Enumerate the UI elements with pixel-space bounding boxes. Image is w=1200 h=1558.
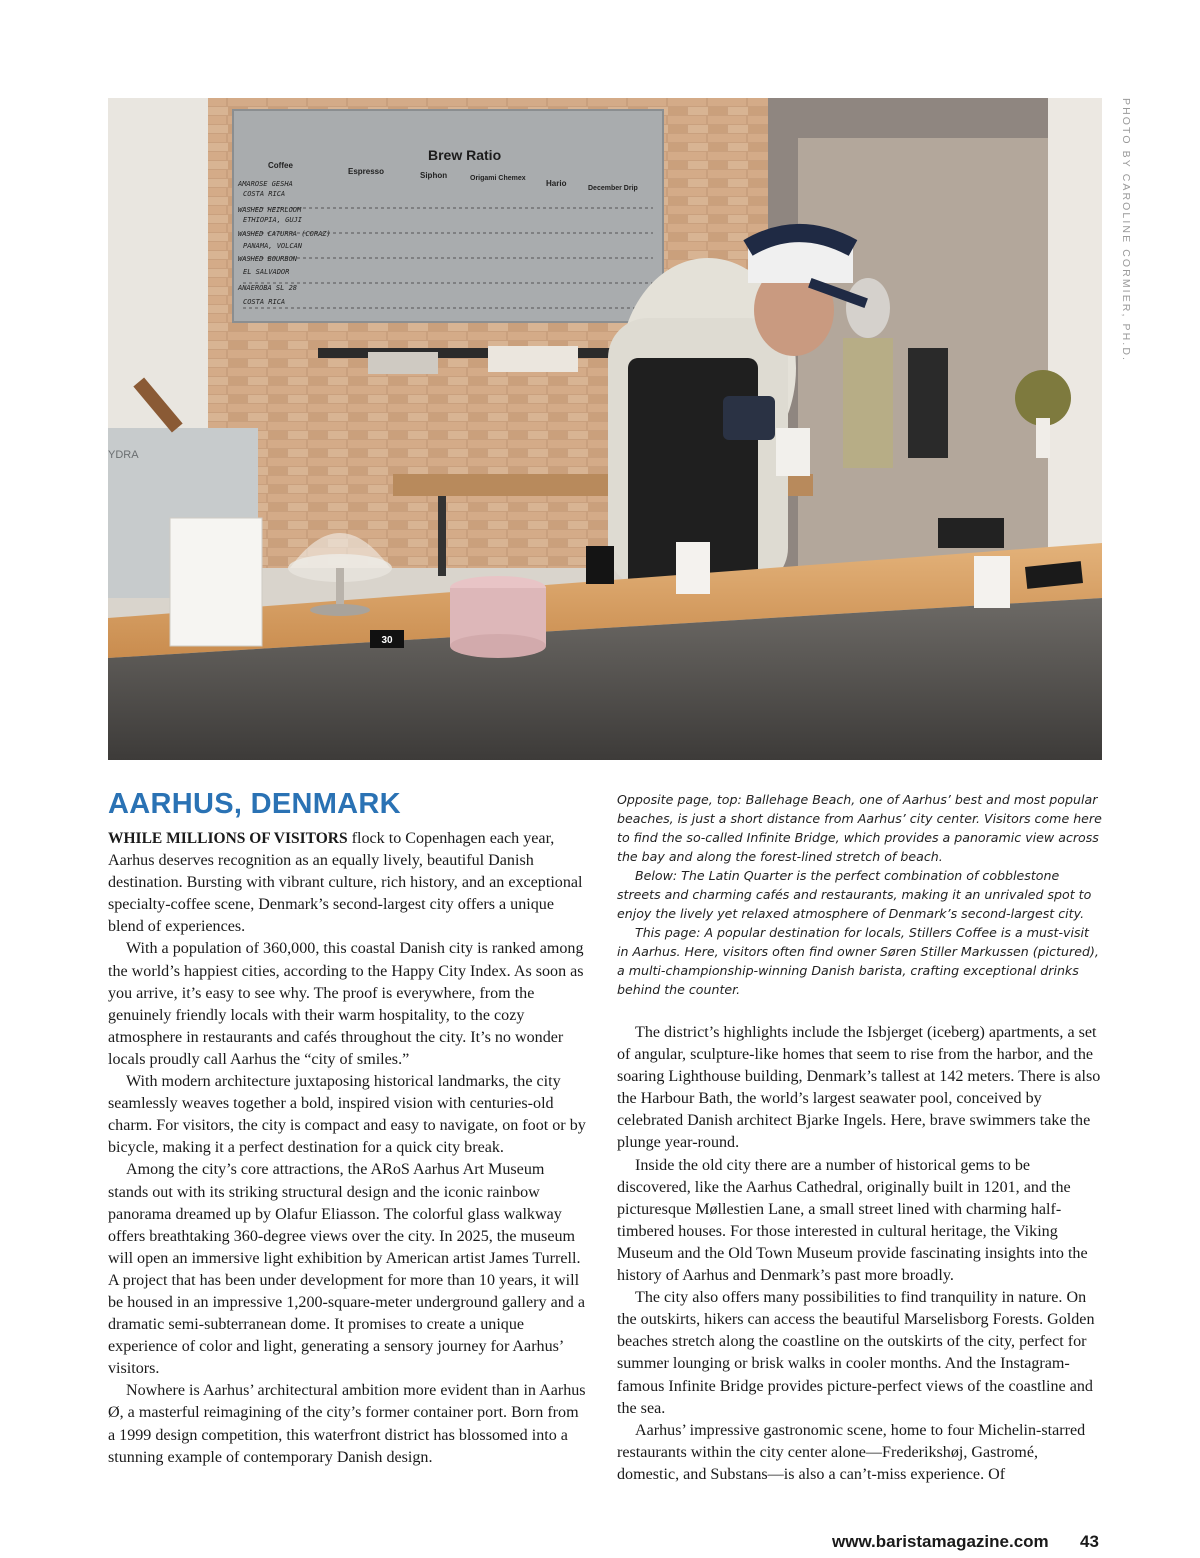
article-paragraph: With modern architecture juxtaposing historical landmarks, the city seamlessly weaves together a bold, inspired vision with centuries-old charm. For visitors, the city is compact and easy to navigate, on foot or by bicycle, making it a perfect destination for a quick city break. [108, 1073, 586, 1157]
article-headline: AARHUS, DENMARK [108, 788, 401, 820]
board-col-chemex: Origami Chemex [470, 175, 526, 182]
board-col-december-drip: December Drip [588, 185, 638, 192]
caption: This page: A popular destination for locals, Stillers Coffee is a must-visit in Aarhus. Here, visitors often find owner Søren Stiller Markussen (pictured), a multi-championship-winning Danish barista, crafting exceptional drinks behind the counter. [617, 925, 1099, 997]
article-paragraph [108, 828, 588, 938]
cafe-photo [108, 98, 1102, 760]
article-lead-in: WHILE MILLIONS OF VISITORS [108, 830, 348, 847]
board-row: COSTA RICA [243, 190, 286, 198]
board-row: WASHED CATURRA (CORAZ) [238, 230, 331, 238]
photo-captions [617, 790, 1102, 999]
footer-url[interactable]: www.baristamagazine.com [832, 1532, 1049, 1551]
caption: Below: The Latin Quarter is the perfect combination of cobblestone streets and charming cafés and restaurants, making it an unrivaled spot to enjoy the lively yet relaxed atmosphere of Denmark’s second-largest city. [617, 868, 1092, 921]
article-paragraph: The district’s highlights include the Isbjerget (iceberg) apartments, a set of angular, sculpture-like homes that seem to rise from the harbor, and the soaring Lighthouse building, Denmark’s tallest at 142 meters. There is also the Harbour Bath, the world’s largest seawater pool, conceived by celebrated Danish architect Bjarke Ingels. Here, brave swimmers take the plunge year-round. [617, 1024, 1101, 1152]
article-paragraph: Among the city’s core attractions, the ARoS Aarhus Art Museum stands out with its striking structural design and the iconic rainbow panorama dreamed up by Olafur Eliasson. The colorful glass walkway offers breathtaking 360-degree views over the city. In 2025, the museum will open an immersive light exhibition by American artist James Turrell. A project that has been under development for more than 10 years, it will be housed in an impressive 1,200-square-meter underground gallery and a dramatic semi-subterranean dome. It promises to create a unique experience of color and light, generating a sensory journey for Aarhus’ visitors. [108, 1161, 586, 1378]
board-col-coffee: Coffee [268, 161, 293, 170]
cafe-photo-illustration [108, 98, 1102, 760]
article-paragraph: The city also offers many possibilities to find tranquility in nature. On the outskirts, hikers can access the beautiful Marselisborg Forests. Golden beaches stretch along the coastline on the outskirts of the city, perfect for summer lounging or brisk walks in cooler months. And the Instagram-famous Infinite Bridge provides picture-perfect views of the coastline and the sea. [617, 1289, 1095, 1417]
article-paragraph: Nowhere is Aarhus’ architectural ambition more evident than in Aarhus Ø, a masterful reimagining of the city’s former container port. Born from a 1999 design competition, this waterfront district has blossomed into a stunning example of contemporary Danish design. [108, 1382, 586, 1466]
board-row: WASHED BOURBON [238, 255, 298, 263]
board-row: PANAMA, VOLCAN [243, 242, 303, 250]
article-body-right [617, 1022, 1102, 1486]
board-row: AMAROSE GESHA [238, 180, 293, 188]
board-row: WASHED HEIRLOOM [238, 206, 302, 214]
board-title: Brew Ratio [428, 147, 502, 163]
table-number-sign: 30 [381, 635, 393, 646]
article-right-column [617, 790, 1102, 1486]
article-body-left [108, 828, 588, 1469]
machine-brand: YDRA [108, 449, 139, 461]
article-paragraph: Aarhus’ impressive gastronomic scene, home to four Michelin-starred restaurants within the city center alone—Frederikshøj, Gastromé, domestic, and Substans—is also a can’t-miss experience. Of [617, 1421, 1086, 1483]
caption: Opposite page, top: Ballehage Beach, one of Aarhus’ best and most popular beaches, is just a short distance from Aarhus’ city center. Visitors come here to find the so-called Infinite Bridge, which provides a panoramic view across the bay and along the forest-lined stretch of beach. [617, 792, 1102, 864]
photo-credit: PHOTO BY CAROLINE CORMIER, PH.D. [1120, 98, 1132, 363]
board-row: COSTA RICA [243, 298, 286, 306]
board-col-espresso: Espresso [348, 167, 385, 176]
article-paragraph: Inside the old city there are a number of historical gems to be discovered, like the Aarhus Cathedral, originally built in 1201, and the picturesque Møllestien Lane, a small street lined with charming half-timbered houses. For those interested in cultural heritage, the Viking Museum and the Old Town Museum provide fascinating insights into the history of Aarhus and Denmark’s past more broadly. [617, 1156, 1088, 1285]
page-number: 43 [1080, 1532, 1099, 1551]
board-col-hario: Hario [546, 179, 567, 188]
board-row: EL SALVADOR [243, 268, 290, 276]
board-col-siphon: Siphon [420, 171, 448, 180]
board-row: ETHIOPIA, GUJI [243, 216, 303, 224]
board-row: ANAEROBA SL 28 [238, 284, 298, 292]
article-paragraph: With a population of 360,000, this coastal Danish city is ranked among the world’s happiest cities, according to the Happy City Index. As soon as you arrive, it’s easy to see why. The proof is everywhere, from the genuinely friendly locals with their warm hospitality, to the cozy atmosphere in restaurants and cafés throughout the city. It’s no wonder locals proudly call Aarhus the “city of smiles.” [108, 940, 584, 1068]
article-left-column [108, 786, 588, 1469]
article-paragraph-text: flock to Copenhagen each year, Aarhus deserves recognition as an equally lively, beautiful Danish destination. Bursting with vibrant culture, rich history, and an exceptional specialty-coffee scene, Denmark’s second-largest city offers a unique blend of experiences. [108, 830, 583, 936]
